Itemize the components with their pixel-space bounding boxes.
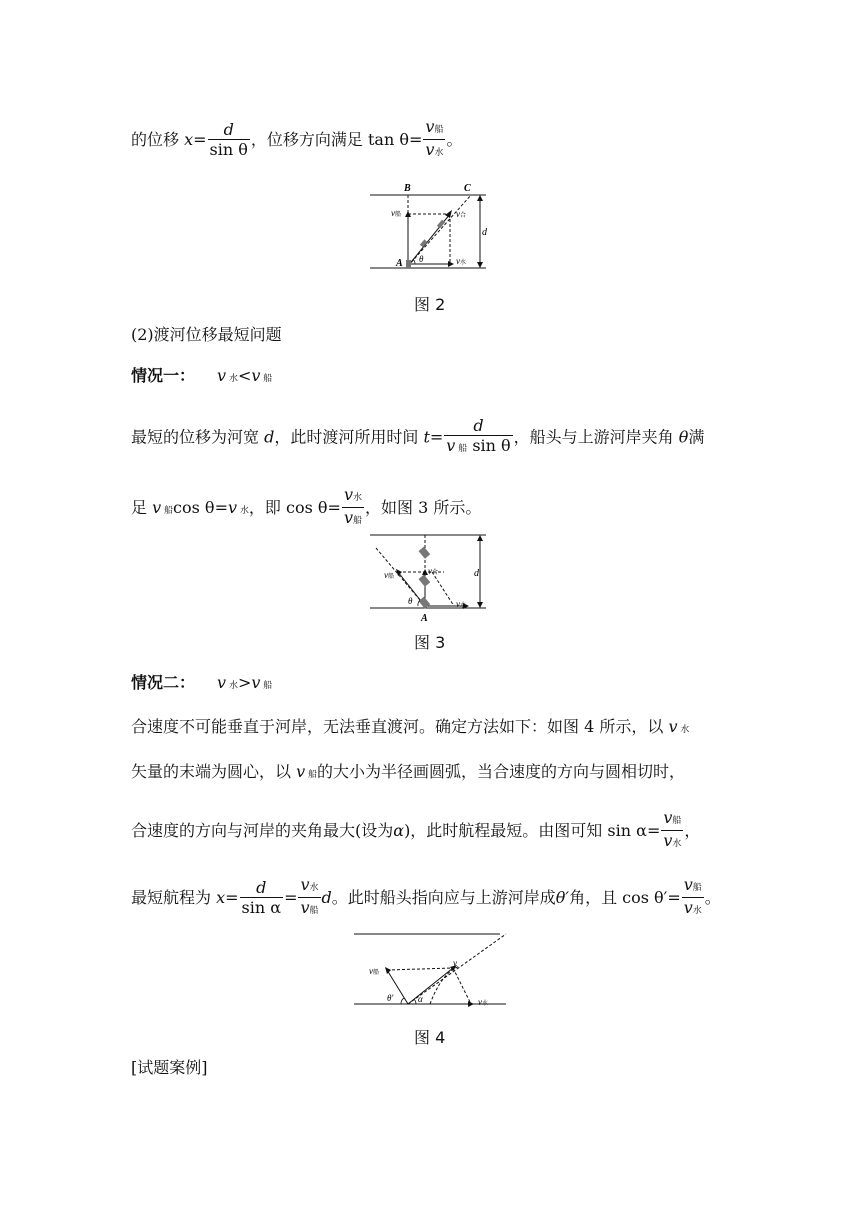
svg-text:v水: v水 xyxy=(456,256,467,266)
svg-text:v船: v船 xyxy=(384,570,395,580)
figure-2-caption: 图 2 xyxy=(414,295,446,314)
svg-text:θ′: θ′ xyxy=(387,993,394,1003)
label-A: A xyxy=(396,258,403,269)
fraction-cos-theta: $\frac{\text{v水}}{\text{v船}}$ xyxy=(343,485,362,527)
fraction-sin-alpha: $\frac{\text{v船}}{\text{v水}}$ xyxy=(663,808,682,850)
label-B: B xyxy=(404,183,411,194)
svg-text:v船: v船 xyxy=(369,966,380,976)
svg-text:θ: θ xyxy=(408,596,413,606)
line-1: 的位移 x= $\frac{d}{\text{sin θ}}$ ，位移方向满足 tan θ= $\frac{\text{v船}}{\text{v水}}$ 。 xyxy=(131,118,462,163)
figure-4-caption: 图 4 xyxy=(414,1028,446,1047)
svg-text:θ: θ xyxy=(419,254,424,264)
case-2-heading: 情况二： v 水>v 船 xyxy=(131,673,273,692)
fraction-vw-over-vb: $\frac{\text{v水}}{\text{v船}}$ xyxy=(300,875,319,917)
figure-4-diagram xyxy=(350,928,512,1008)
line-4: 合速度不可能垂直于河岸，无法垂直渡河。确定方法如下：如图 4 所示，以 v 水 xyxy=(131,717,690,736)
example-heading: [试题案例] xyxy=(131,1058,208,1077)
line-6: 合速度的方向与河岸的夹角最大(设为α)，此时航程最短。由图可知 sin α= $\frac{\text{v船}}{\text{v水}}$ ， xyxy=(131,809,700,854)
fraction-cos-theta-prime: $\frac{\text{v船}}{\text{v水}}$ xyxy=(683,875,702,917)
svg-text:v水: v水 xyxy=(478,997,489,1007)
fraction-v-boat-over-v-water: $\frac{\text{v船}}{\text{v水}}$ xyxy=(425,117,444,159)
line-7: 最短航程为 x= $\frac{d}{\text{sin α}}$ = $\frac{\text{v水}}{\text{v船}}$ d。此时船头指向应与上游河岸成θ′角，且 cos θ′= $\frac{\text{v船}}{\text{v水}}$ 。 xyxy=(131,876,721,921)
svg-text:v水: v水 xyxy=(456,599,467,609)
svg-text:v船: v船 xyxy=(391,208,402,218)
figure-3-caption: 图 3 xyxy=(414,633,446,652)
label-C: C xyxy=(464,183,471,194)
svg-text:v合: v合 xyxy=(456,209,467,219)
fraction-d-over-sin-theta: $\frac{d}{\text{sin θ}}$ xyxy=(209,120,248,159)
case-1-heading: 情况一： v 水<v 船 xyxy=(131,366,273,385)
svg-text:A: A xyxy=(421,613,428,624)
fraction-d-over-sin-alpha: $\frac{d}{\text{sin α}}$ xyxy=(241,878,282,917)
svg-text:α: α xyxy=(418,994,423,1004)
svg-text:v合: v合 xyxy=(428,566,439,576)
svg-text:d: d xyxy=(482,227,487,238)
svg-text:v: v xyxy=(453,958,457,968)
line-3: 足 v 船cos θ=v 水，即 cos θ= $\frac{\text{v水}}{\text{v船}}$ ，如图 3 所示。 xyxy=(131,486,481,531)
line-2: 最短的位移为河宽 d，此时渡河所用时间 t= $\frac{d}{\text{v 船 sin θ}}$ ，船头与上游河岸夹角 θ满 xyxy=(131,417,704,459)
line-5: 矢量的末端为圆心，以 v 船的大小为半径画圆弧，当合速度的方向与圆相切时， xyxy=(131,762,686,781)
figure-2-diagram xyxy=(368,180,492,272)
figure-3-diagram xyxy=(368,530,492,628)
svg-text:d: d xyxy=(474,568,479,579)
fraction-time: $\frac{d}{\text{v 船 sin θ}}$ xyxy=(446,416,511,455)
section-title: (2)渡河位移最短问题 xyxy=(131,325,282,344)
